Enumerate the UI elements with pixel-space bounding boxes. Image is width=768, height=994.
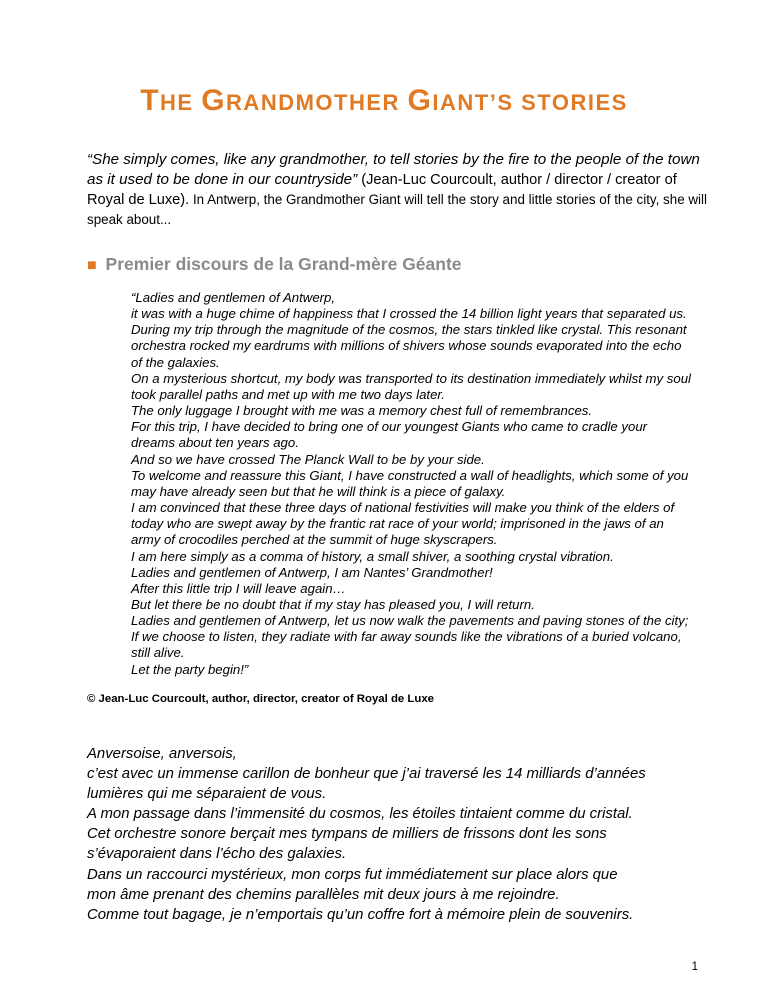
french-line: s’évaporaient dans l’écho des galaxies.: [87, 846, 347, 863]
speech-line: The only luggage I brought with me was a memory chest full of remembrances.: [131, 403, 593, 419]
section-heading: [87, 254, 462, 275]
speech-line: To welcome and reassure this Giant, I have constructed a wall of headlights, which some of you may have already seen but that he will think is a piece of galaxy.: [131, 467, 689, 499]
french-line: Comme tout bagage, je n’emportais qu’un coffre fort à mémoire plein de souvenirs.: [87, 906, 634, 923]
square-bullet-icon: ■: [87, 257, 97, 274]
speech-line: I am convinced that these three days of national festivities will make you think of the elders of today who are swept away by the frantic rat race of your world; imprisoned in the jaws of an army of crocodiles perched at the summit of huge skyscrapers.: [131, 500, 675, 548]
french-line: Cet orchestre sonore berçait mes tympans de milliers de frissons dont les sons: [87, 826, 607, 843]
title-part: G: [201, 84, 227, 117]
speech-line: If we choose to listen, they radiate with far away sounds like the vibrations of a buried volcano, still alive.: [131, 629, 682, 661]
title-part: HE: [160, 90, 202, 115]
title-part: RANDMOTHER: [226, 90, 408, 115]
speech-line: Let the party begin!”: [131, 661, 249, 677]
speech-line: it was with a huge chime of happiness that I crossed the 14 billion light years that separated us.: [131, 306, 687, 322]
speech-line: During my trip through the magnitude of the cosmos, the stars tinkled like crystal. This resonant orchestra rocked my eardrums with millions of shivers whose sounds evaporated into the echo of the galaxies.: [131, 322, 687, 370]
intro-paragraph: [87, 150, 707, 230]
section-heading-text: Premier discours de la Grand-mère Géante: [105, 254, 462, 274]
french-line: Anversoise, anversois,: [87, 746, 237, 762]
page-number: 1: [691, 961, 698, 973]
speech-line: After this little trip I will leave again…: [131, 580, 346, 596]
copyright-notice: © Jean-Luc Courcoult, author, director, creator of Royal de Luxe: [87, 693, 435, 705]
intro-quote: “She simply comes, like any grandmother, to tell stories by the fire to the people of the town as it used to be done in our countryside”: [87, 151, 700, 188]
speech-line: And so we have crossed The Planck Wall to be by your side.: [131, 451, 485, 467]
speech-line: Ladies and gentlemen of Antwerp, I am Nantes’ Grandmother!: [131, 564, 493, 580]
title-part: IANT’S STORIES: [432, 90, 628, 115]
speech-line: “Ladies and gentlemen of Antwerp,: [131, 290, 336, 305]
french-line: c’est avec un immense carillon de bonheur que j’ai traversé les 14 milliards d’années: [87, 766, 646, 783]
document-title: [0, 84, 768, 118]
french-speech-block: [87, 744, 707, 925]
title-part: T: [140, 84, 161, 117]
intro-attribution: (Jean-Luc Courcoult, author / director / creator of Royal de Luxe).: [87, 172, 677, 208]
french-line: Dans un raccourci mystérieux, mon corps fut immédiatement sur place alors que: [87, 866, 618, 883]
speech-line: On a mysterious shortcut, my body was transported to its destination immediately whilst my soul took parallel paths and met up with me two days later.: [131, 370, 691, 402]
speech-line: But let there be no doubt that if my stay has pleased you, I will return.: [131, 596, 535, 612]
speech-line: I am here simply as a comma of history, a small shiver, a soothing crystal vibration.: [131, 548, 614, 564]
french-line: A mon passage dans l’immensité du cosmos, les étoiles tintaient comme du cristal.: [87, 806, 633, 823]
speech-block: [131, 290, 691, 678]
french-line: lumières qui me séparaient de vous.: [87, 786, 327, 803]
intro-text: In Antwerp, the Grandmother Giant will tell the story and little stories of the city, she will speak about...: [87, 192, 707, 227]
french-line: mon âme prenant des chemins parallèles mit deux jours à me rejoindre.: [87, 886, 560, 903]
speech-line: For this trip, I have decided to bring one of our youngest Giants who came to cradle your dreams about ten years ago.: [131, 419, 648, 451]
speech-line: Ladies and gentlemen of Antwerp, let us now walk the pavements and paving stones of the city;: [131, 613, 689, 629]
title-part: G: [407, 84, 433, 117]
